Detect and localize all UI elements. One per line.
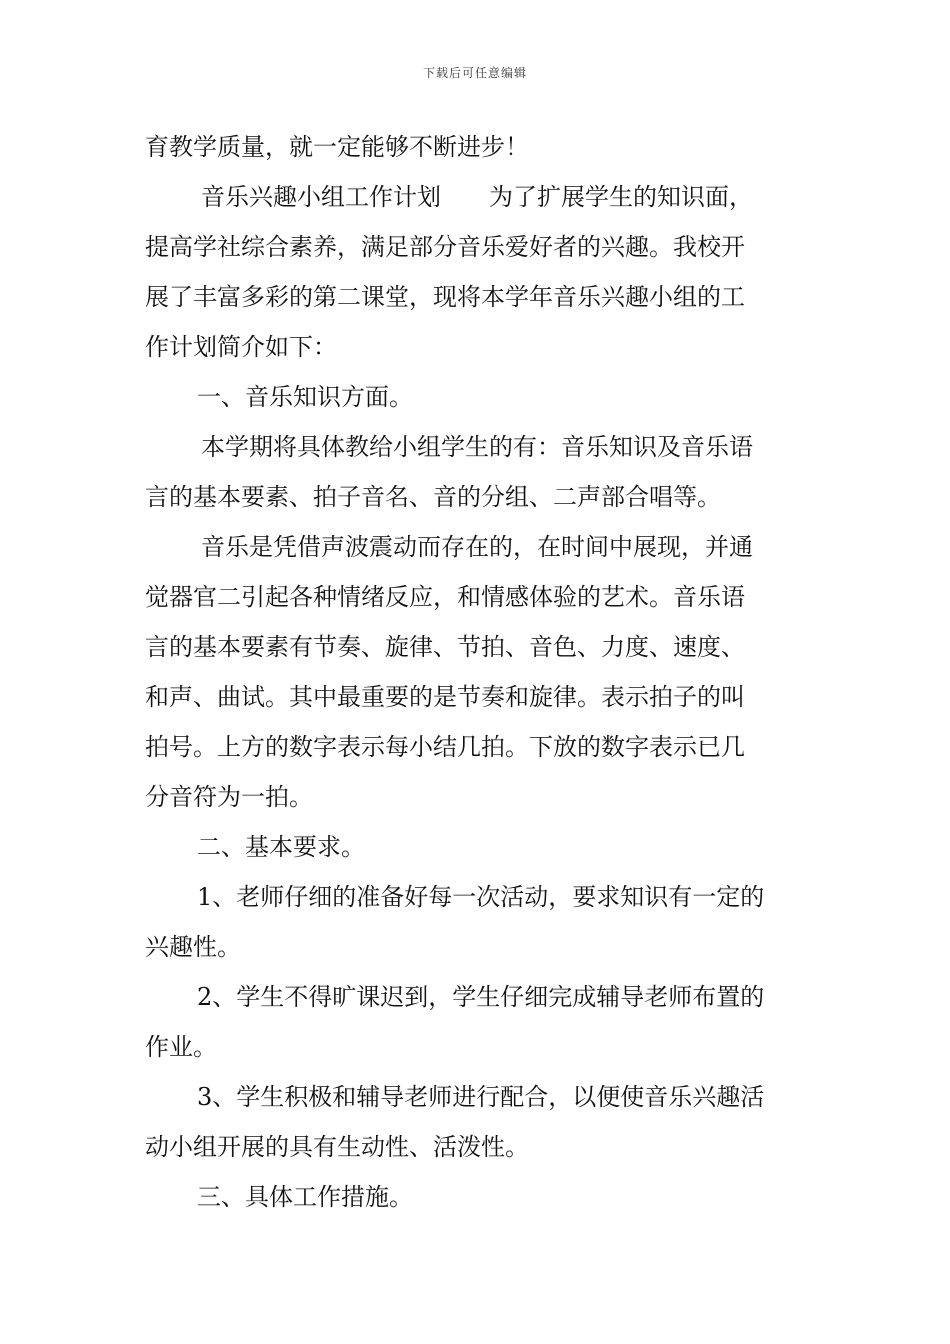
section-heading: 二、基本要求。 xyxy=(197,833,365,861)
section-heading: 一、音乐知识方面。 xyxy=(197,383,413,411)
text-line: 拍号。上方的数字表示每小结几拍。下放的数字表示已几 xyxy=(145,733,745,761)
text-line: 觉器官二引起各种情绪反应，和情感体验的艺术。音乐语 xyxy=(145,583,745,611)
text-line: 动小组开展的具有生动性、活泼性。 xyxy=(145,1133,529,1161)
text-line: 提高学社综合素养，满足部分音乐爱好者的兴趣。我校开 xyxy=(145,233,745,261)
text-line: 和声、曲试。其中最重要的是节奏和旋律。表示拍子的叫 xyxy=(145,683,745,711)
text-line: 作计划简介如下： xyxy=(145,333,337,361)
text-line: 展了丰富多彩的第二课堂，现将本学年音乐兴趣小组的工 xyxy=(145,283,745,311)
text-line: 育教学质量，就一定能够不断进步！ xyxy=(145,133,529,161)
text-line: 言的基本要素、拍子音名、音的分组、二声部合唱等。 xyxy=(145,483,721,511)
text-line: 2、学生不得旷课迟到，学生仔细完成辅导老师布置的 xyxy=(197,983,765,1011)
text-line: 音乐兴趣小组工作计划 为了扩展学生的知识面， xyxy=(201,183,753,211)
section-heading: 三、具体工作措施。 xyxy=(197,1183,413,1211)
text-line: 作业。 xyxy=(145,1033,217,1061)
text-line: 分音符为一拍。 xyxy=(145,783,313,811)
text-line: 兴趣性。 xyxy=(145,933,241,961)
page-header: 下载后可任意编辑 xyxy=(422,66,527,80)
text-line: 言的基本要素有节奏、旋律、节拍、音色、力度、速度、 xyxy=(145,633,745,661)
text-line: 1、老师仔细的准备好每一次活动，要求知识有一定的 xyxy=(197,883,765,911)
text-line: 音乐是凭借声波震动而存在的，在时间中展现，并通 xyxy=(201,533,753,561)
document-body xyxy=(145,122,810,1222)
text-line: 3、学生积极和辅导老师进行配合，以便使音乐兴趣活 xyxy=(197,1083,765,1111)
text-line: 本学期将具体教给小组学生的有：音乐知识及音乐语 xyxy=(201,433,753,461)
